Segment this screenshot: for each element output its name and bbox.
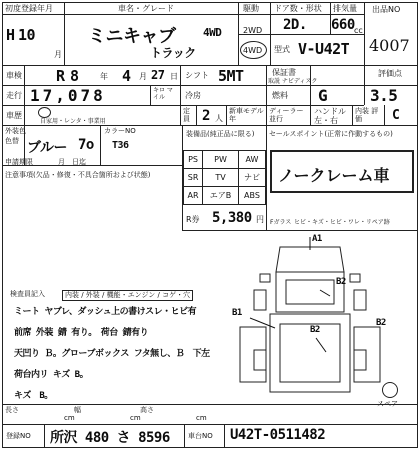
exterior-color-label: 外装色 (5, 127, 26, 135)
name-grade-label: 車名・グレード (118, 4, 174, 13)
warranty-sub: 取説 ナビディスク (268, 78, 318, 85)
shaken-year: 8 (70, 67, 79, 85)
recolor-label: 色替 (5, 137, 19, 145)
rating-value: 3.5 (370, 86, 398, 105)
registration-number-label: 登録NO (6, 432, 31, 440)
drive-2wd-option: 2WD (243, 26, 263, 35)
capacity-value: 2 (202, 108, 210, 124)
damage-mark-b2-bed: B2 (310, 325, 320, 335)
equip-ps: PS (184, 151, 203, 169)
purpose-sub: 自家用・レンタ・事業用 (40, 118, 106, 125)
inspector-note-4: 荷台内リ キズ B。 (14, 370, 89, 380)
shaken-year-unit: 年 (100, 72, 108, 81)
equip-abs: ABS (238, 187, 265, 205)
warranty-label: 保証書 (272, 68, 296, 77)
recycle-unit: 円 (256, 215, 264, 224)
recycle-label: R券 (186, 215, 200, 224)
car-name-line2: トラック (150, 46, 196, 60)
spare-label: スペア (377, 400, 398, 408)
color-value: ブルー (27, 140, 67, 156)
model-label: 型式 (274, 45, 290, 54)
handle-value: 左・右 (314, 116, 338, 125)
registration-number-value: 所沢 480 さ 8596 (50, 430, 170, 446)
purpose-selection-circle (38, 107, 51, 118)
inspector-note-5: キズ B。 (14, 391, 53, 401)
width-label: 幅 (74, 406, 81, 414)
shaken-month-unit: 月 (139, 72, 147, 81)
mileage-unit: キロ マイル (153, 87, 173, 101)
equip-navi: ナビ (238, 169, 265, 187)
width-unit: cm (130, 414, 141, 422)
mileage-label: 走行 (6, 91, 22, 100)
capacity-label: 定員 (183, 107, 190, 123)
sales-stamp-box (270, 150, 414, 193)
inspector-note-1: ミート ヤブレ、ダッシュ上の書けスレ・ヒビ有 (14, 307, 197, 317)
displacement-unit: cc (354, 26, 363, 35)
shaken-day-unit: 日 (170, 72, 178, 81)
spare-tire-icon (382, 382, 398, 398)
new-model-label: 新車モデル 年 (229, 107, 264, 123)
inspector-note-2: 前席 外装 錆 有り。 荷台 錆有り (14, 328, 149, 338)
drive-handwritten: 4WD (203, 26, 222, 39)
notes-header: 注意事項(欠品・修復・不具合箇所および状態) (5, 171, 151, 179)
exhibit-number-label: 出品NO (372, 5, 401, 14)
fuel-value: G (318, 86, 328, 105)
handle-label: ハンドル (314, 107, 346, 116)
chassis-number-label: 車台NO (188, 432, 213, 440)
shift-label: シフト (185, 71, 209, 80)
car-name: ミニキャブ (88, 26, 176, 47)
deadline-label: 申請期限 (5, 158, 33, 166)
length-unit: cm (64, 414, 75, 422)
equipment-grid (183, 150, 266, 205)
fuel-label: 燃料 (272, 91, 288, 100)
displacement-label: 排気量 (333, 4, 357, 13)
shaken-day: 27 (151, 68, 165, 82)
length-label: 長さ (5, 406, 19, 414)
inspector-note-3: 天凹り Ｂ。グローブボックス フタ無し、Ｂ 下左 (14, 349, 210, 359)
damage-mark-b2-top: B2 (336, 277, 346, 287)
shaken-era: R (56, 67, 65, 85)
purpose-label: 車歴 (6, 111, 22, 120)
sales-point-label: セールスポイント(正常に作動するもの) (269, 130, 393, 138)
capacity-unit: 人 (215, 114, 223, 123)
recycle-value: 5,380 (212, 210, 252, 226)
first-registration-era: H (6, 26, 15, 44)
color-code-handwritten: 7o (78, 137, 94, 153)
drive-4wd-option: 4WD (243, 46, 263, 55)
first-registration-year: 10 (18, 26, 36, 44)
displacement-value: 660 (331, 17, 355, 33)
equip-airbag: エアB (203, 187, 239, 205)
inspector-categories: 内装 / 外装 / 機能・エンジン / コゲ・穴 (62, 290, 193, 301)
model-value: V-U42T (298, 40, 350, 58)
equip-ar: AR (184, 187, 203, 205)
shaken-label: 車検 (6, 71, 22, 80)
defects-legend: ヒビ・キズ・ヒビ・ワレ・リペア跡 (294, 219, 390, 226)
shaken-month: 4 (122, 67, 131, 85)
inspector-notes (14, 304, 234, 409)
doors-value: 2D. (283, 17, 307, 33)
first-registration-month-unit: 月 (54, 50, 62, 59)
interior-rating-value: C (392, 108, 400, 123)
dealer-label: ディーラー 並行 (269, 107, 304, 123)
car-damage-diagram (230, 232, 390, 402)
drive-label: 駆動 (243, 4, 259, 13)
equip-tv: TV (203, 169, 239, 187)
damage-mark-a1: A1 (312, 234, 322, 244)
damage-mark-b2-side: B2 (376, 318, 386, 328)
damage-mark-b1: B1 (232, 308, 242, 318)
shift-value: 5MT (218, 67, 244, 85)
equip-aw: AW (238, 151, 265, 169)
height-unit: cm (196, 414, 207, 422)
mileage-value: 17,078 (30, 86, 106, 105)
ac-label: 冷房 (185, 91, 201, 100)
interior-rating-label: 内装 評価 (355, 107, 379, 123)
no-claim-stamp: ノークレーム車 (278, 166, 390, 185)
equipment-title: 装備品(純正品に限る) (186, 130, 255, 138)
deadline-value: 月 日迄 (58, 158, 86, 166)
chassis-number-value: U42T-0511482 (230, 427, 326, 443)
height-label: 高さ (140, 406, 154, 414)
fglass-label: Fガラス (270, 219, 292, 226)
equip-sr: SR (184, 169, 203, 187)
color-number-value: T36 (112, 140, 129, 151)
exhibit-number-value: 4007 (369, 36, 410, 55)
equip-pw: PW (203, 151, 239, 169)
inspector-label: 検査員記入 (10, 290, 45, 298)
doors-label: ドア数・形状 (274, 4, 322, 13)
rating-label: 評価点 (378, 69, 402, 78)
color-number-label: カラーNO (104, 127, 136, 135)
first-registration-label: 初度登録年月 (5, 4, 53, 13)
